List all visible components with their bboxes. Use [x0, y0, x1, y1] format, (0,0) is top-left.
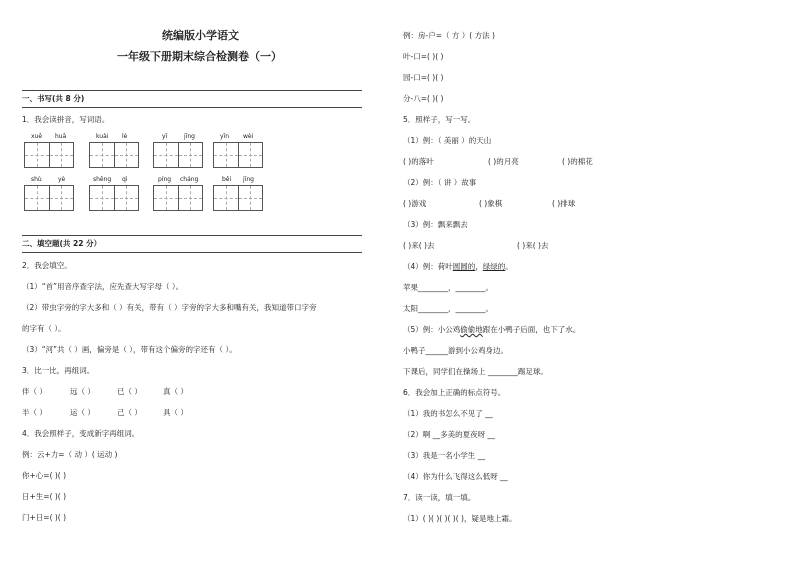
compare-item: 伴（ ）: [22, 387, 47, 396]
q4-text: 4．我会照样子，变成新字再组词。: [22, 429, 140, 438]
writing-grid[interactable]: [213, 185, 263, 211]
q5-3-text: （3）例：飘来飘去: [403, 220, 468, 229]
pinyin: yè: [58, 176, 66, 183]
q2-2a-text: （2）带虫字旁的字大多和（ ）有关，带有（ ）字旁的字大多和嘴有关，我知道带口字旁: [22, 303, 317, 312]
q5-2-blank: ( )游戏: [403, 199, 427, 208]
q5-1-blank: ( )的落叶: [403, 157, 434, 166]
right-item: 分-八=( )( ): [403, 94, 444, 103]
pinyin: wèi: [243, 133, 254, 140]
q5-3-blank: ( )来( )去: [403, 241, 435, 250]
pinyin: shēng: [93, 176, 112, 183]
q2-text: 2．我会填空。: [22, 261, 72, 270]
pinyin: kuài: [96, 133, 109, 140]
pinyin: yī: [162, 133, 168, 140]
q2-3-text: （3）“河”共（ ）画，偏旁是（ ），带有这个偏旁的字还有（ ）。: [22, 345, 237, 354]
pinyin: huā: [55, 133, 67, 140]
writing-grid[interactable]: [213, 142, 263, 168]
q5-4-underline1: 圆圆的: [452, 262, 476, 271]
pinyin: shù: [31, 176, 42, 183]
pinyin: běi: [222, 176, 232, 183]
pinyin: qì: [122, 176, 128, 183]
pinyin: jīng: [243, 176, 254, 183]
divider: [22, 90, 362, 91]
right-example: 例：房-户=（ 方 ）( 方法 ): [403, 31, 495, 40]
document-title: 统编版小学语文: [162, 29, 239, 42]
writing-grid[interactable]: [153, 142, 203, 168]
pinyin: yīn: [220, 133, 230, 140]
right-item: 园-口=( )( ): [403, 73, 444, 82]
q5-5-text: [403, 326, 580, 334]
q5-1-text: （1）例：（ 美丽 ）的天山: [403, 136, 492, 145]
q5-4-underline2: 绿绿的: [482, 262, 506, 271]
q5-text: 5．照样子，写一写。: [403, 115, 476, 124]
q5-4-text: [403, 263, 513, 271]
q5-2-blank: ( )排球: [552, 199, 576, 208]
q3-text: 3．比一比，再组词。: [22, 366, 95, 375]
q5-1-blank: ( )的月亮: [488, 157, 519, 166]
q5-4-period: 。: [505, 262, 513, 271]
q4-example: 例：云+力=（ 动 ）( 运动 ): [22, 450, 118, 459]
compare-item: 半（ ）: [22, 408, 47, 417]
q5-5-prefix: （5）例：小公鸡: [403, 325, 461, 334]
section1-heading: 一、书写(共 8 分): [22, 94, 85, 103]
pinyin: jīng: [184, 133, 195, 140]
compare-item: 运（ ）: [70, 408, 95, 417]
q6-item: （2）啊 __多美的夏夜呀 __: [403, 430, 496, 439]
pinyin: xuě: [31, 133, 43, 140]
q5-5-underline: 偷偷地: [460, 325, 483, 334]
q5-5a-text: 小鸭子______游到小公鸡身边。: [403, 346, 508, 355]
q6-item: （1）我的书怎么不见了 __: [403, 409, 493, 418]
pinyin: lè: [122, 133, 128, 140]
q5-4b-text: 太阳________，________。: [403, 304, 493, 313]
q6-text: 6．我会加上正确的标点符号。: [403, 388, 506, 397]
q1-text: 1．我会读拼音，写词语。: [22, 115, 110, 124]
q4-item: 日+生=( )( ): [22, 492, 67, 501]
q5-4-comma: ，: [475, 262, 483, 271]
q6-item: （3）我是一名小学生 __: [403, 451, 486, 460]
writing-grid[interactable]: [24, 142, 74, 168]
compare-item: 具（ ）: [163, 408, 188, 417]
q7-1-text: （1）( )( )( )( )( )，疑是地上霜。: [403, 514, 517, 523]
q5-5-suffix: 跟在小鸭子后面，也下了水。: [482, 325, 581, 334]
compare-item: 已（ ）: [117, 387, 142, 396]
compare-item: 真（ ）: [163, 387, 188, 396]
right-item: 叶-口=( )( ): [403, 52, 444, 61]
pinyin: cháng: [180, 176, 199, 183]
q5-3-blank: ( )来( )去: [517, 241, 549, 250]
q5-4-prefix: （4）例：荷叶: [403, 262, 453, 271]
divider: [22, 235, 362, 236]
q2-1-text: （1）“首”用音序查字法，应先查大写字母（ ）。: [22, 282, 184, 291]
document-subtitle: 一年级下册期末综合检测卷（一）: [117, 50, 282, 63]
writing-grid[interactable]: [24, 185, 74, 211]
q5-4a-text: 苹果________，________。: [403, 283, 493, 292]
section2-heading: 二、填空题(共 22 分）: [22, 239, 102, 248]
q6-item: （4）你为什么飞得这么低呀 __: [403, 472, 508, 481]
divider: [22, 252, 362, 253]
writing-grid[interactable]: [153, 185, 203, 211]
q5-2-text: （2）例：（ 讲 ）故事: [403, 178, 477, 187]
writing-grid[interactable]: [89, 185, 139, 211]
q2-2b-text: 的字有（ ）。: [22, 324, 66, 333]
compare-item: 己（ ）: [117, 408, 142, 417]
q5-2-blank: ( )象棋: [479, 199, 503, 208]
divider: [22, 107, 362, 108]
compare-item: 远（ ）: [70, 387, 95, 396]
q4-item: 门+日=( )( ): [22, 513, 67, 522]
writing-grid[interactable]: [89, 142, 139, 168]
q4-item: 你+心=( )( ): [22, 471, 67, 480]
q7-text: 7．读一读，填一填。: [403, 493, 476, 502]
pinyin: píng: [158, 176, 172, 183]
q5-5b-text: 下课后，同学们在操场上 ________踢足球。: [403, 367, 548, 376]
q5-1-blank: ( )的棉花: [562, 157, 593, 166]
